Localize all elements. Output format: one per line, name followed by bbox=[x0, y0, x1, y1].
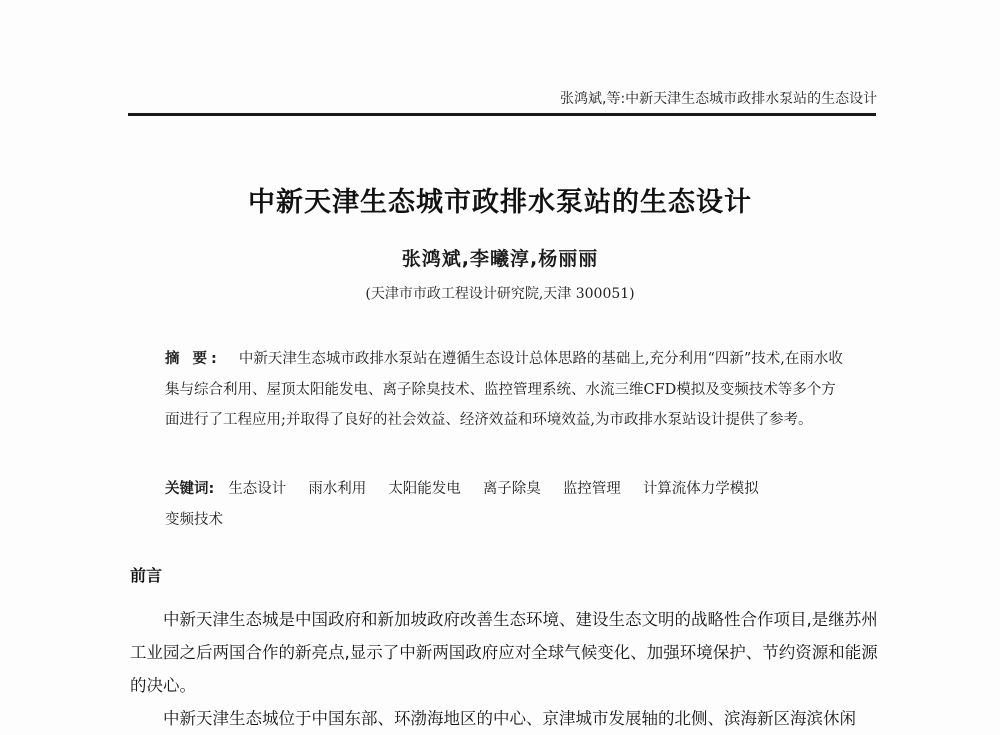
abstract-text: 中新天津生态城市政排水泵站在遵循生态设计总体思路的基础上,充分利用“四新”技术,在雨水收集与综合利用、屋顶太阳能发电、离子除臭技术、监控管理系统、水流三维CFD模拟及变频技术等多个方面进行了工程应用;并取得了良好的社会效益、经济效益和环境效益,为市政排水泵站设计提供了参考。 bbox=[165, 351, 843, 428]
keyword-item: 太阳能发电 bbox=[388, 481, 461, 497]
abstract bbox=[165, 344, 845, 436]
keywords-label: 关键词: bbox=[165, 481, 215, 497]
article-title: 中新天津生态城市政排水泵站的生态设计 bbox=[248, 187, 752, 218]
keywords bbox=[165, 474, 845, 536]
section-heading: 前言 bbox=[130, 566, 163, 585]
running-header: 张鸿斌,等:中新天津生态城市政排水泵站的生态设计 bbox=[560, 91, 878, 107]
article-affiliation: (天津市市政工程设计研究院,天津 300051) bbox=[365, 286, 635, 302]
keyword-item: 变频技术 bbox=[165, 512, 223, 528]
body-text bbox=[130, 603, 882, 735]
keyword-item: 计算流体力学模拟 bbox=[642, 481, 759, 497]
abstract-label: 摘 要: bbox=[165, 351, 221, 367]
body-paragraph: 中新天津生态城是中国政府和新加坡政府改善生态环境、建设生态文明的战略性合作项目,是继苏州工业园之后两国合作的新亮点,显示了中新两国政府应对全球气候变化、加强环境保护、节约资源和能源的决心。 bbox=[130, 610, 878, 695]
body-paragraph: 中新天津生态城位于中国东部、环渤海地区的中心、京津城市发展轴的北侧、滨海新区海滨休闲 bbox=[163, 709, 856, 728]
keyword-item: 雨水利用 bbox=[308, 481, 367, 497]
keyword-item: 离子除臭 bbox=[482, 481, 541, 497]
keyword-item: 监控管理 bbox=[562, 481, 621, 497]
article-authors: 张鸿斌,李曦淳,杨丽丽 bbox=[401, 248, 599, 270]
header-rule bbox=[128, 113, 876, 116]
keyword-item: 生态设计 bbox=[228, 481, 287, 497]
